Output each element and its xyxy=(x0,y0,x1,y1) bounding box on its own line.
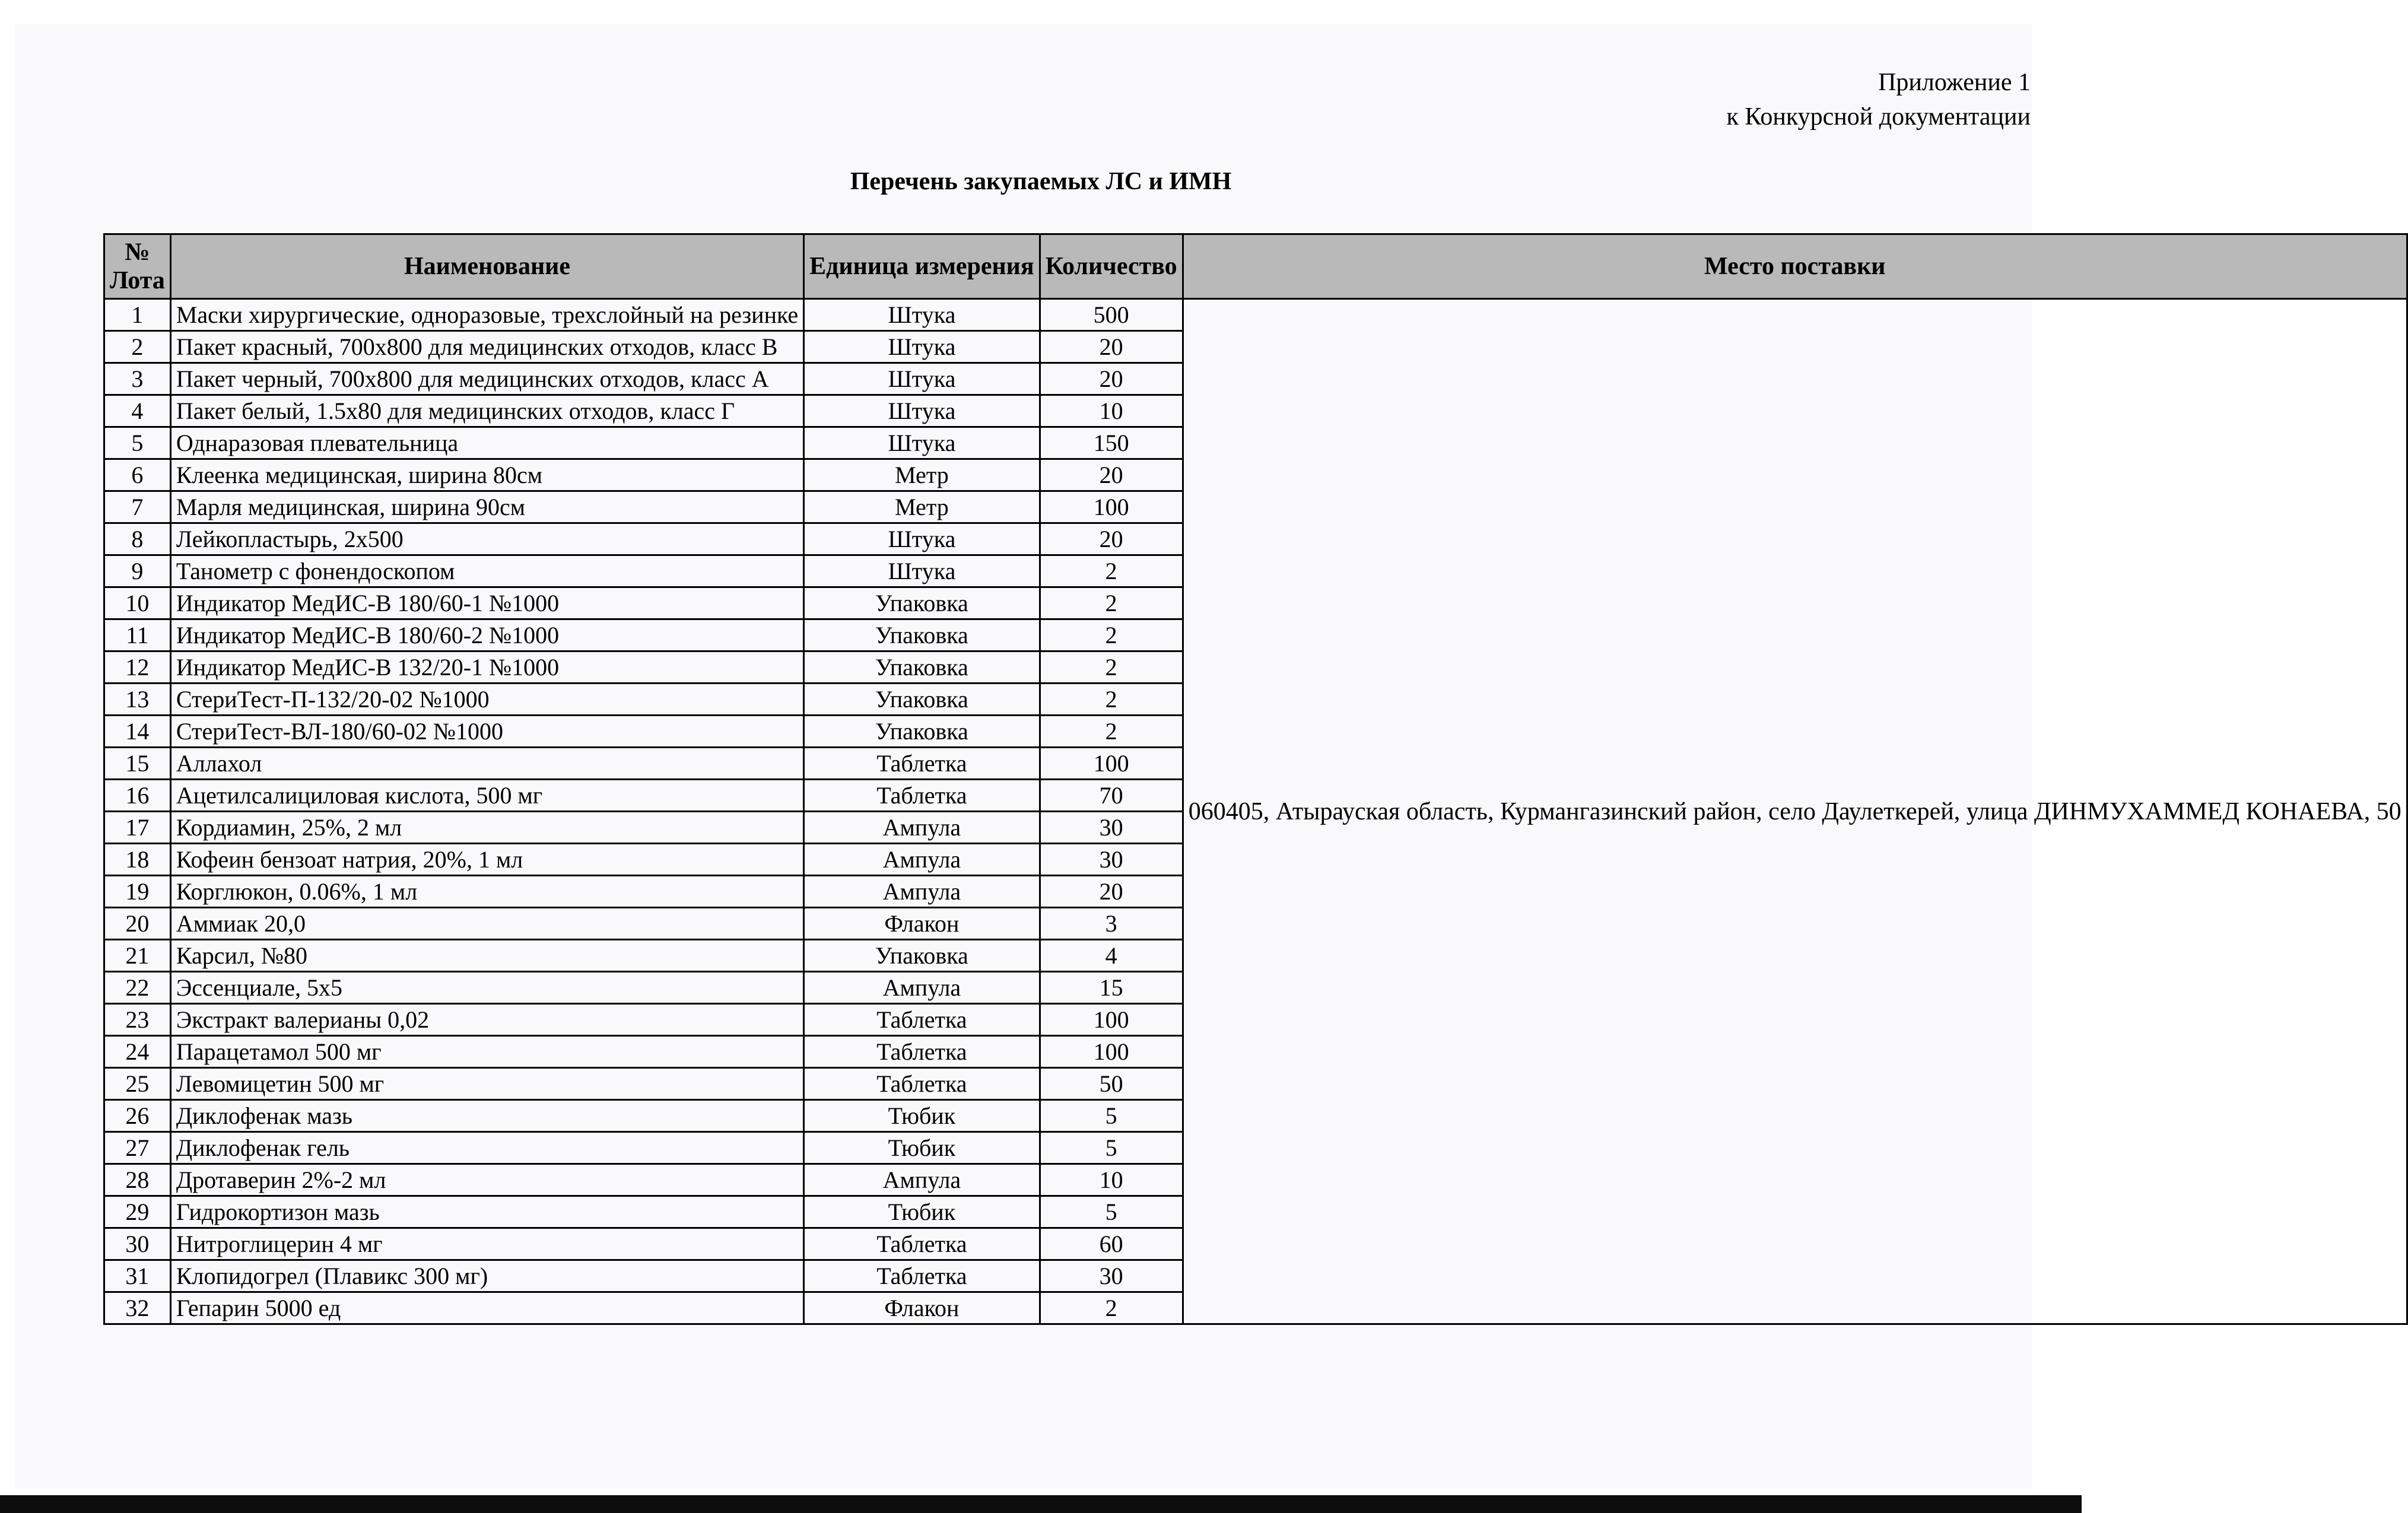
unit-cell: Тюбик xyxy=(804,1196,1040,1228)
unit-cell: Штука xyxy=(804,299,1040,331)
unit-cell: Ампула xyxy=(804,844,1040,876)
name-cell: Индикатор МедИС-В 132/20-1 №1000 xyxy=(170,651,803,684)
unit-cell: Штука xyxy=(804,555,1040,587)
unit-cell: Метр xyxy=(804,491,1040,523)
table-header-row xyxy=(104,234,2407,299)
name-cell: Пакет черный, 700х800 для медицинских отходов, класс А xyxy=(170,363,803,395)
header-lot-line-2: Лота xyxy=(110,267,165,294)
quantity-cell: 100 xyxy=(1040,1004,1183,1036)
quantity-cell: 70 xyxy=(1040,780,1183,812)
header-quantity: Количество xyxy=(1040,234,1183,299)
name-cell: Нитроглицерин 4 мг xyxy=(170,1228,803,1260)
name-cell: СтериТест-ВЛ-180/60-02 №1000 xyxy=(170,716,803,748)
quantity-cell: 2 xyxy=(1040,651,1183,684)
unit-cell: Упаковка xyxy=(804,716,1040,748)
name-cell: Дротаверин 2%-2 мл xyxy=(170,1164,803,1196)
appendix-line-2: к Конкурсной документации xyxy=(1726,103,2031,131)
name-cell: Парацетамол 500 мг xyxy=(170,1036,803,1068)
quantity-cell: 15 xyxy=(1040,972,1183,1004)
lot-cell: 16 xyxy=(104,780,171,812)
lot-cell: 17 xyxy=(104,812,171,844)
table-row xyxy=(104,299,2407,331)
name-cell: Пакет красный, 700х800 для медицинских отходов, класс В xyxy=(170,331,803,363)
lot-cell: 26 xyxy=(104,1100,171,1132)
lot-cell: 22 xyxy=(104,972,171,1004)
quantity-cell: 20 xyxy=(1040,363,1183,395)
name-cell: Индикатор МедИС-В 180/60-2 №1000 xyxy=(170,619,803,651)
lot-cell: 20 xyxy=(104,908,171,940)
quantity-cell: 2 xyxy=(1040,716,1183,748)
unit-cell: Упаковка xyxy=(804,651,1040,684)
name-cell: Аммиак 20,0 xyxy=(170,908,803,940)
delivery-place-cell: 060405, Атырауская область, Курмангазинский район, село Даулеткерей, улица ДИНМУХАММЕД КОНАЕВА, 50 xyxy=(1183,299,2407,1324)
unit-cell: Метр xyxy=(804,459,1040,491)
lot-cell: 6 xyxy=(104,459,171,491)
name-cell: Гепарин 5000 ед xyxy=(170,1292,803,1324)
name-cell: Марля медицинская, ширина 90см xyxy=(170,491,803,523)
unit-cell: Штука xyxy=(804,427,1040,459)
unit-cell: Ампула xyxy=(804,972,1040,1004)
name-cell: Танометр с фонендоскопом xyxy=(170,555,803,587)
name-cell: Корглюкон, 0.06%, 1 мл xyxy=(170,876,803,908)
unit-cell: Упаковка xyxy=(804,940,1040,972)
unit-cell: Упаковка xyxy=(804,619,1040,651)
quantity-cell: 30 xyxy=(1040,844,1183,876)
lot-cell: 19 xyxy=(104,876,171,908)
header-lot-line-1: № xyxy=(125,239,150,266)
name-cell: Клеенка медицинская, ширина 80см xyxy=(170,459,803,491)
quantity-cell: 150 xyxy=(1040,427,1183,459)
unit-cell: Штука xyxy=(804,395,1040,427)
lot-cell: 29 xyxy=(104,1196,171,1228)
quantity-cell: 20 xyxy=(1040,459,1183,491)
quantity-cell: 20 xyxy=(1040,331,1183,363)
lot-cell: 25 xyxy=(104,1068,171,1100)
unit-cell: Ампула xyxy=(804,812,1040,844)
name-cell: Пакет белый, 1.5х80 для медицинских отходов, класс Г xyxy=(170,395,803,427)
name-cell: Аллахол xyxy=(170,748,803,780)
lot-cell: 28 xyxy=(104,1164,171,1196)
header-lot xyxy=(104,234,171,299)
header-place: Место поставки xyxy=(1183,234,2407,299)
quantity-cell: 10 xyxy=(1040,395,1183,427)
name-cell: Диклофенак гель xyxy=(170,1132,803,1164)
quantity-cell: 100 xyxy=(1040,1036,1183,1068)
lot-cell: 30 xyxy=(104,1228,171,1260)
unit-cell: Ампула xyxy=(804,876,1040,908)
unit-cell: Таблетка xyxy=(804,780,1040,812)
quantity-cell: 10 xyxy=(1040,1164,1183,1196)
lot-cell: 13 xyxy=(104,684,171,716)
quantity-cell: 2 xyxy=(1040,619,1183,651)
unit-cell: Штука xyxy=(804,331,1040,363)
unit-cell: Таблетка xyxy=(804,1068,1040,1100)
unit-cell: Штука xyxy=(804,523,1040,555)
quantity-cell: 2 xyxy=(1040,684,1183,716)
name-cell: Маски хирургические, одноразовые, трехслойный на резинке xyxy=(170,299,803,331)
appendix-note xyxy=(1727,65,2031,134)
name-cell: Индикатор МедИС-В 180/60-1 №1000 xyxy=(170,587,803,619)
unit-cell: Таблетка xyxy=(804,1228,1040,1260)
unit-cell: Упаковка xyxy=(804,587,1040,619)
quantity-cell: 2 xyxy=(1040,587,1183,619)
lot-cell: 24 xyxy=(104,1036,171,1068)
name-cell: Лейкопластырь, 2х500 xyxy=(170,523,803,555)
unit-cell: Тюбик xyxy=(804,1100,1040,1132)
name-cell: Левомицетин 500 мг xyxy=(170,1068,803,1100)
unit-cell: Флакон xyxy=(804,908,1040,940)
lot-cell: 21 xyxy=(104,940,171,972)
appendix-line-1: Приложение 1 xyxy=(1878,69,2031,96)
unit-cell: Таблетка xyxy=(804,1036,1040,1068)
lot-cell: 9 xyxy=(104,555,171,587)
document-title: Перечень закупаемых ЛС и ИМН xyxy=(850,168,1232,195)
name-cell: СтериТест-П-132/20-02 №1000 xyxy=(170,684,803,716)
unit-cell: Таблетка xyxy=(804,1260,1040,1292)
lot-cell: 31 xyxy=(104,1260,171,1292)
lot-cell: 18 xyxy=(104,844,171,876)
name-cell: Ацетилсалициловая кислота, 500 мг xyxy=(170,780,803,812)
lot-cell: 27 xyxy=(104,1132,171,1164)
quantity-cell: 20 xyxy=(1040,876,1183,908)
lot-cell: 23 xyxy=(104,1004,171,1036)
unit-cell: Флакон xyxy=(804,1292,1040,1324)
unit-cell: Таблетка xyxy=(804,1004,1040,1036)
name-cell: Карсил, №80 xyxy=(170,940,803,972)
procurement-table xyxy=(103,233,2408,1325)
quantity-cell: 20 xyxy=(1040,523,1183,555)
unit-cell: Упаковка xyxy=(804,684,1040,716)
lot-cell: 10 xyxy=(104,587,171,619)
lot-cell: 1 xyxy=(104,299,171,331)
quantity-cell: 30 xyxy=(1040,812,1183,844)
unit-cell: Тюбик xyxy=(804,1132,1040,1164)
quantity-cell: 500 xyxy=(1040,299,1183,331)
name-cell: Кордиамин, 25%, 2 мл xyxy=(170,812,803,844)
name-cell: Кофеин бензоат натрия, 20%, 1 мл xyxy=(170,844,803,876)
header-unit: Единица измерения xyxy=(804,234,1040,299)
quantity-cell: 2 xyxy=(1040,555,1183,587)
quantity-cell: 5 xyxy=(1040,1132,1183,1164)
unit-cell: Штука xyxy=(804,363,1040,395)
name-cell: Диклофенак мазь xyxy=(170,1100,803,1132)
quantity-cell: 100 xyxy=(1040,491,1183,523)
lot-cell: 12 xyxy=(104,651,171,684)
lot-cell: 2 xyxy=(104,331,171,363)
quantity-cell: 60 xyxy=(1040,1228,1183,1260)
unit-cell: Ампула xyxy=(804,1164,1040,1196)
unit-cell: Таблетка xyxy=(804,748,1040,780)
lot-cell: 4 xyxy=(104,395,171,427)
lot-cell: 7 xyxy=(104,491,171,523)
quantity-cell: 2 xyxy=(1040,1292,1183,1324)
name-cell: Эссенциале, 5х5 xyxy=(170,972,803,1004)
scanner-edge xyxy=(0,1495,2082,1513)
lot-cell: 32 xyxy=(104,1292,171,1324)
header-name: Наименование xyxy=(170,234,803,299)
lot-cell: 3 xyxy=(104,363,171,395)
quantity-cell: 50 xyxy=(1040,1068,1183,1100)
quantity-cell: 100 xyxy=(1040,748,1183,780)
quantity-cell: 3 xyxy=(1040,908,1183,940)
lot-cell: 8 xyxy=(104,523,171,555)
lot-cell: 15 xyxy=(104,748,171,780)
quantity-cell: 5 xyxy=(1040,1100,1183,1132)
lot-cell: 14 xyxy=(104,716,171,748)
table-body xyxy=(104,299,2407,1324)
lot-cell: 11 xyxy=(104,619,171,651)
quantity-cell: 4 xyxy=(1040,940,1183,972)
name-cell: Клопидогрел (Плавикс 300 мг) xyxy=(170,1260,803,1292)
name-cell: Гидрокортизон мазь xyxy=(170,1196,803,1228)
quantity-cell: 5 xyxy=(1040,1196,1183,1228)
lot-cell: 5 xyxy=(104,427,171,459)
name-cell: Экстракт валерианы 0,02 xyxy=(170,1004,803,1036)
name-cell: Однаразовая плевательница xyxy=(170,427,803,459)
quantity-cell: 30 xyxy=(1040,1260,1183,1292)
